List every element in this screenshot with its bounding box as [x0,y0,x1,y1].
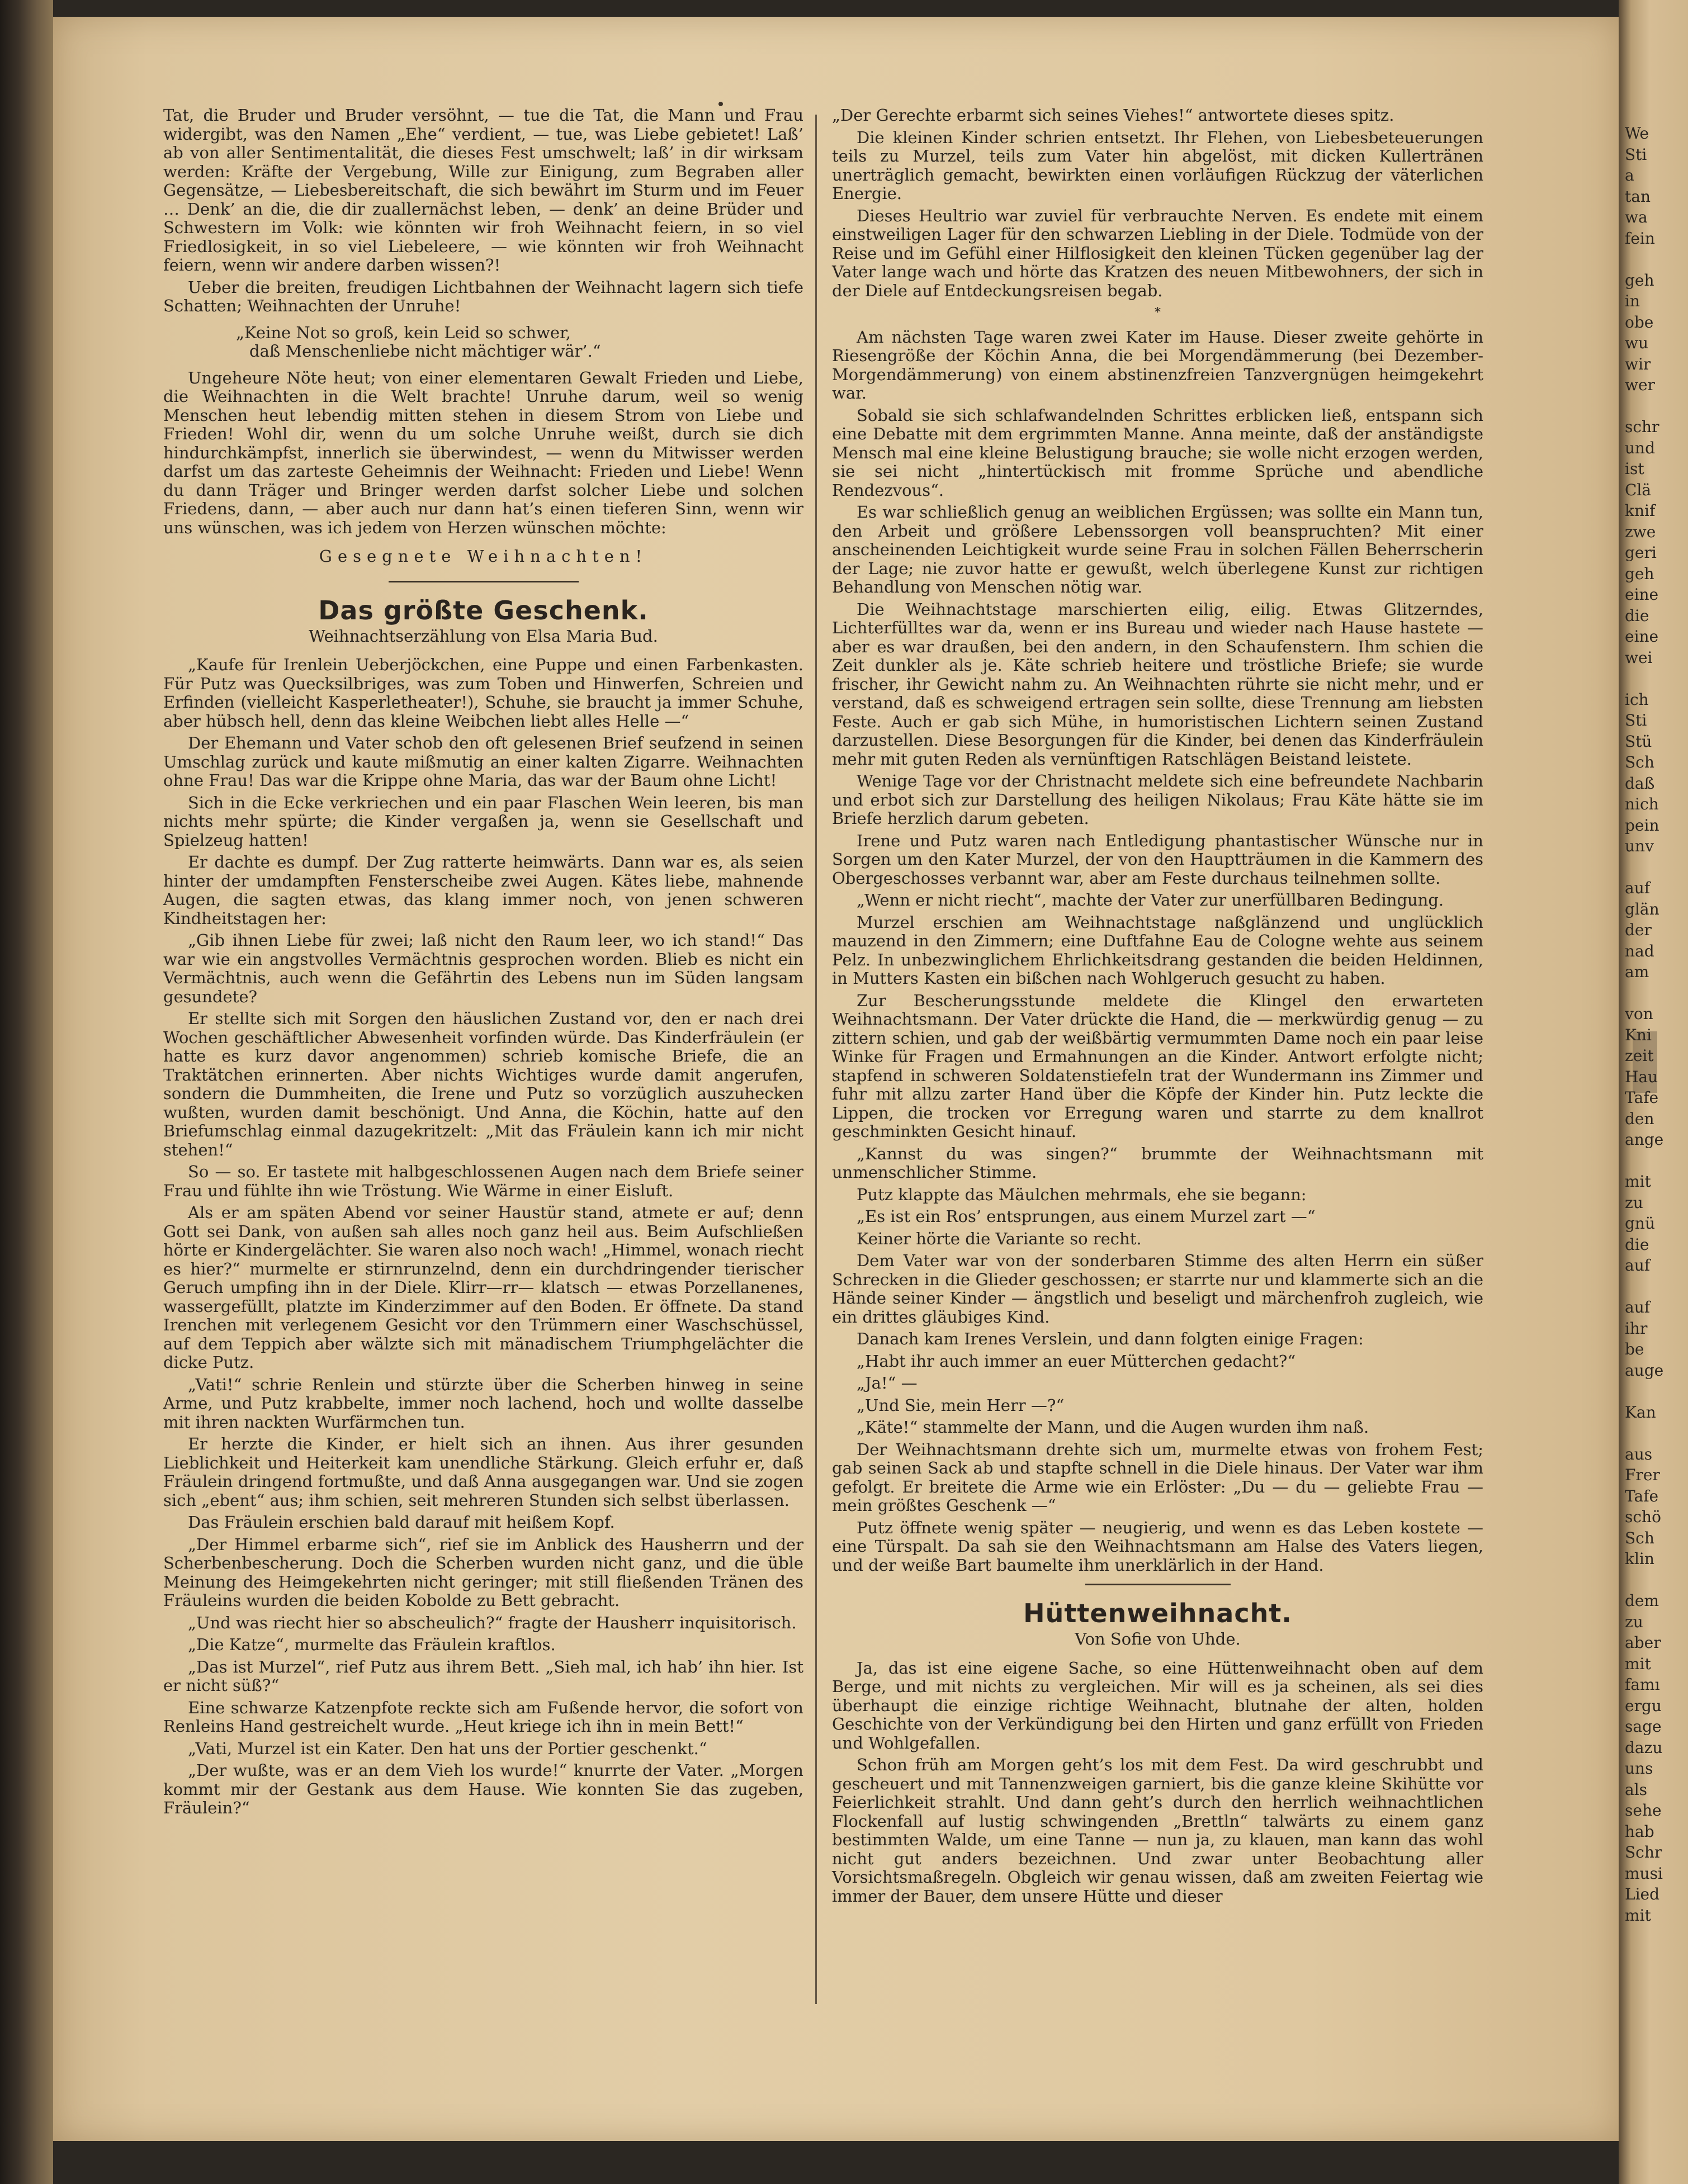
facing-page-fragment: Sch [1625,1528,1654,1547]
story-paragraph: Als er am späten Abend vor seiner Haustür stand, atmete er auf; denn Gott sei Dank, von außen sah alles noch ganz heil aus. Beim Aufschließen hörte er Kindergelächter. Sie waren also noch wach! „Himmel, wonach riecht es hier?“ murmelte er stirnrunzelnd, denn ein durchdringender tierischer Geruch umpfing ihn in der Diele. Klirr—rr— klatsch — etwas Porzellanenes, wassergefüllt, platzte im Kinderzimmer auf den Boden. Er öffnete. Da stand Irenchen mit verlegenem Gesicht vor den Trümmern einer Waschschüssel, auf dem Teppich aber wälzte sich mit mänadischem Triumphgelächter die dicke Putz. [163,1203,803,1372]
story-paragraph: Der Ehemann und Vater schob den oft gelesenen Brief seufzend in seinen Umschlag zurück und kaute mißmutig an einer kalten Zigarre. Weihnachten ohne Frau! Das war die Krippe ohne Maria, das war der Baum ohne Licht! [163,733,803,790]
facing-page-fragment [1625,857,1688,878]
story-paragraph: Putz klappte das Mäulchen mehrmals, ehe sie begann: [857,1185,1307,1204]
story-paragraph: „Der Gerechte erbarmt sich seines Viehes!“ antwortete dieses spitz. [832,106,1394,125]
verse-quote [236,324,803,361]
facing-page-text [1625,123,1688,1926]
story-paragraph: Die Weihnachtstage marschierten eilig, eilig. Etwas Glitzerndes, Lichterfülltes war da, wenn er ins Bureau und wieder nach Hause hastete — aber es war draußen, bei den andern, in den Schaufenstern. Ihm schien die Zeit dunkler als je. Käte schrieb heitere und tröstliche Briefe; sie wurde frischer, ihr Gewicht nahm zu. An Weihnachten rührte sie nicht mehr, und er verstand, daß es schweigend ertragen sein sollte, diese Trennung am liebsten Feste. Auch er gab sich Mühe, in humoristischen Lichtern seinen Zustand darzustellen. Diese Besorgungen für die Kinder, bei denen das Kinderfräulein mehr mit guten Reden als vernünftigen Ratschlägen Beistand leistete. [832,599,1483,769]
facing-page-fragment: glän [1625,899,1659,918]
facing-page-fragment: Tafe [1625,1486,1659,1505]
story-paragraph: Danach kam Irenes Verslein, und dann folgten einige Fragen: [857,1329,1364,1348]
facing-page-fragment [1625,249,1688,270]
verse-line: daß Menschenliebe nicht mächtiger wär’.“ [249,342,601,361]
facing-page-fragment: geri [1625,543,1657,562]
facing-page-fragment: dem [1625,1591,1659,1610]
story-title: Das größte Geschenk. [318,595,649,626]
intro-paragraph: Tat, die Bruder und Bruder versöhnt, — tue die Tat, die Mann und Frau widergibt, was den Namen „Ehe“ verdient, — tue, was Liebe gebietet! Laß’ ab von aller Sentimentalität, die dieses Fest umschwelt; laß’ in dir wirksam werden: Kräfte der Vergebung, Wille zur Einigung, zum Begraben aller Gegensätze, — Liebesbereitschaft, die sich bewährt im Sturm und im Feuer … Denk’ an die, die dir zuallernächst leben, — denk’ an deine Brüder und Schwestern im Volk: wie könnten wir froh Weihnacht feiern, in so viel Friedlosigkeit, in so viel Liebeleere, — wie könnten wir froh Weihnacht feiern, wenn wir andere darben wissen?! [163,106,803,274]
facing-page-fragment: zu [1625,1193,1643,1212]
facing-page-fragment: hab [1625,1822,1654,1841]
story-paragraph: Dem Vater war von der sonderbaren Stimme des alten Herrn ein süßer Schrecken in die Glieder geschossen; er starrte nur und klammerte sich an die Hände seiner Kinder — ängstlich und beseligt und märchenfroh zugleich, wie ein drittes gläubiges Kind. [832,1251,1483,1326]
facing-page-fragment: die [1625,606,1649,625]
facing-page-fragment: Schr [1625,1843,1662,1861]
facing-page-fragment: ange [1625,1130,1664,1149]
facing-page-fragment: ergu [1625,1696,1662,1715]
closing-paragraph: Ungeheure Nöte heut; von einer elementaren Gewalt Frieden und Liebe, die Weihnachten in die Welt brachte! Unruhe darum, weil so wenig Menschen heut lebendig mitten stehen in diesem Strom von Liebe und Frieden! Wohl dir, wenn du um solche Unruhe weißt, durch sie dich hindurchkämpfst, innerlich sie überwindest, — wenn du Mitwisser werden darfst um das zarteste Geheimnis der Weihnacht: Frieden und Liebe! Wenn du dann Träger und Bringer werden darfst solcher Liebe und solchen Friedens, dann, — aber auch nur dann hat’s einen tieferen Sinn, wenn wir uns wünschen, was ich jedem von Herzen wünschen möchte: [163,368,803,537]
facing-page-fragment: dazu [1625,1738,1663,1757]
second-story-byline: Von Sofie von Uhde. [1075,1629,1241,1648]
facing-page-fragment: eine [1625,627,1659,646]
facing-page-fragment [1625,1150,1688,1172]
facing-page-fragment: ist [1625,459,1644,478]
facing-page-fragment: Clä [1625,480,1652,499]
facing-page-fragment: obe [1625,312,1654,331]
facing-page-fragment: nad [1625,941,1654,960]
story-paragraph: „Und was riecht hier so abscheulich?“ fragte der Hausherr inquisitorisch. [188,1613,797,1632]
story-paragraph: Der Weihnachtsmann drehte sich um, murmelte etwas von frohem Fest; gab seinen Sack ab und stapfte schnell in die Diele hinaus. Der Vater war ihm gefolgt. Er breitete die Arme wie ein Erlöster: „Du — du — geliebte Frau — mein größtes Geschenk —“ [832,1439,1483,1515]
facing-page-fragment: Stü [1625,732,1652,751]
story-paragraph: „Der wußte, was er an dem Vieh los wurde!“ knurrte der Vater. „Morgen kommt mir der Gestank aus dem Hause. Wie konnten Sie das zugeben, Fräulein?“ [163,1761,803,1817]
facing-page-fragment: aus [1625,1444,1653,1463]
facing-page-fragment: geh [1625,271,1654,290]
facing-page-fragment: auf [1625,1256,1651,1275]
facing-page-fragment: wir [1625,354,1651,373]
facing-page-fragment: ich [1625,690,1649,709]
story-paragraph: Er herzte die Kinder, er hielt sich an ihnen. Aus ihrer gesunden Lieblichkeit und Heiterkeit kam unendliche Stärkung. Gleich erfuhr er, daß Fräulein dringend fortmußte, und daß Anna ausgegangen war. Und sie zogen sich „ebent“ aus; ihm schien, seit mehreren Stunden sich selbst überlassen. [163,1434,803,1510]
facing-page-fragment: geh [1625,564,1654,583]
story-paragraph: „Der Himmel erbarme sich“, rief sie im Anblick des Hausherrn und der Scherbenbescherung. Doch die Scherben wurden nicht ganz, und die üble Meinung des Heimgekehrten nicht geringer; mit still fließenden Tränen des Fräuleins wurden die beiden Kobolde zu Bett gebracht. [163,1534,803,1610]
book-binding [0,0,53,2184]
facing-page-fragment: a [1625,166,1634,184]
facing-page-fragment: pein [1625,816,1659,835]
section-asterisk: * [1155,306,1161,320]
facing-page-fragment: knif [1625,501,1656,520]
facing-page-fragment: am [1625,963,1649,981]
story-paragraph: Schon früh am Morgen geht’s los mit dem Fest. Da wird geschrubbt und gescheuert und mit Tannenzweigen garniert, bis die ganze kleine Skihütte vor Feierlichkeit strahlt. Und dann geht’s durch den herrlich weihnachtlichen Flockenfall auf lustig schwingenden „Brettln“ talwärts zu einem ganz bestimmten Walde, um eine Tanne — nun ja, zu klauen, man kann das wohl nicht gut anders bezeichnen. Und zwar unter Beobachtung aller Vorsichtsmaßregeln. Obgleich wir genau wissen, daß am zweiten Feiertag wie immer der Bauer, dem unsere Hütte und dieser [832,1755,1483,1906]
story-byline: Weihnachtserzählung von Elsa Maria Bud. [309,626,658,646]
story-paragraph: Er stellte sich mit Sorgen den häuslichen Zustand vor, den er nach drei Wochen geschäftlicher Abwesenheit vorfinden würde. Das Kinderfräulein (er hatte es kurz davor angenommen) schrieb komische Briefe, die an Traktätchen erinnerten. Aber nichts Wichtiges wurde damit angerufen, sondern die Dummheiten, die Irene und Putz so vorzüglich auszuhecken wußten, wurden damit beschönigt. Und Anna, die Köchin, hatte auf den Briefumschlag einmal dazugekritzelt: „Mit das Fräulein kann ich mir nicht stehen!“ [163,1009,803,1159]
intro-paragraph: Ueber die breiten, freudigen Lichtbahnen der Weihnacht lagern sich tiefe Schatten; Weihnachten der Unruhe! [163,277,803,315]
story-paragraph: „Käte!“ stammelte der Mann, und die Augen wurden ihm naß. [857,1418,1369,1437]
story-paragraph: Zur Bescherungsstunde meldete die Klingel den erwarteten Weihnachtsmann. Der Vater drückte die Hand, die — merkwürdig genug — zu zittern schien, und gab der weißbärtig vermummten Dame noch ein paar leise Winke für Fragen und Ermahnungen an die Kinder. Antwort erfolgte nicht; stapfend in schweren Soldatenstiefeln trat der Wundermann ins Zimmer und fuhr mit allzu zarter Hand über die Köpfe der Kinder hin. Putz leckte die Lippen, die trocken vor Erregung waren und starrte zu dem knallrot geschminkten Gesicht hinauf. [832,991,1483,1141]
facing-page-fragment: gnü [1625,1214,1655,1233]
story-paragraph: „Vati!“ schrie Renlein und stürzte über die Scherben hinweg in seine Arme, und Putz krabbelte, immer noch lachend, hoch und wollte dasselbe mit ihren nackten Wurfärmchen tun. [163,1375,803,1432]
story-paragraph: „Wenn er nicht riecht“, machte der Vater zur unerfüllbaren Bedingung. [857,890,1444,909]
facing-page-fragment: wa [1625,208,1648,226]
facing-page-fragment: schr [1625,418,1659,436]
facing-page-fragment [1625,1276,1688,1297]
story-paragraph: Murzel erschien am Weihnachtstage naßglänzend und unglücklich mauzend in den Zimmern; eine Duftfahne Eau de Cologne wehte aus seinem Pelz. In unbezwinglichem Ehrlichkeitsdrang gestanden die beiden Heldinnen, in Mutters Kasten ein bißchen nach Wohlgeruch gesucht zu haben. [832,912,1483,988]
story-paragraph: „Kaufe für Irenlein Ueberjöckchen, eine Puppe und einen Farbenkasten. Für Putz was Quecksilbriges, was zum Toben und Hinwerfen, Schreien und Erfinden (vielleicht Kasperletheater!), Schuhe, sie braucht ja immer Schuhe, aber hübsch hell, denn das kleine Weibchen liebt alles Helle —“ [163,655,803,731]
section-rule [1085,1584,1231,1585]
facing-page-fragment: schö [1625,1508,1661,1526]
facing-page-fragment: Sti [1625,145,1647,164]
column-divider [815,115,817,2004]
facing-page-fragment: der [1625,921,1652,939]
facing-page-fragment: unv [1625,837,1654,855]
story-paragraph: Wenige Tage vor der Christnacht meldete sich eine befreundete Nachbarin und erbot sich zur Darstellung des heiligen Nikolaus; Frau Käte hätte sie im Briefe herzlich darum gebeten. [832,771,1483,828]
story-paragraph: Putz öffnete wenig später — neugierig, und wenn es das Leben kostete — eine Türspalt. Da sah sie den Weihnachtsmann am Halse des Vaters liegen, und der weiße Bart baumelte ihm unerklärlich in der Hand. [832,1518,1483,1575]
facing-page-fragment: zeit [1625,1046,1654,1065]
facing-page-fragment: Kan [1625,1403,1656,1422]
facing-page-fragment: wer [1625,376,1655,394]
left-column [163,106,803,1821]
facing-page-fragment: eine [1625,585,1659,604]
facing-page-fragment: Lied [1625,1885,1660,1903]
story-paragraph: Die kleinen Kinder schrien entsetzt. Ihr Flehen, von Liebesbeteuerungen teils zu Murzel, teils zum Vater hin abgelöst, mit dicken Kullertränen unerträglich gemacht, bewirkten einen vorläufigen Rückzug der väterlichen Energie. [832,127,1483,203]
story-paragraph: Am nächsten Tage waren zwei Kater im Hause. Dieser zweite gehörte in Riesengröße der Köchin Anna, die bei Morgendämmerung (bei Dezember-Morgendämmerung) von einem abstinenzfreien Tanzvergnügen heimgekehrt war. [832,327,1483,402]
facing-page-fragment: be [1625,1340,1644,1358]
facing-page-fragment: Hau [1625,1067,1658,1086]
story-paragraph: So — so. Er tastete mit halbgeschlossenen Augen nach dem Briefe seiner Frau und fühlte ihn wie Tröstung. Wie Wärme in einer Eisluft. [163,1162,803,1200]
story-paragraph: Eine schwarze Katzenpfote reckte sich am Fußende hervor, die sofort von Renleins Hand gestreichelt wurde. „Heut kriege ich ihn in mein Bett!“ [163,1698,803,1736]
facing-page-fragment: musi [1625,1864,1663,1883]
facing-page-fragment: von [1625,1005,1653,1023]
facing-page-fragment: ihr [1625,1319,1648,1338]
story-paragraph: Sich in die Ecke verkriechen und ein paar Flaschen Wein leeren, bis man nichts mehr spürte; die Kinder vergaßen ja, wenn sie Gesellschaft und Spielzeug hatten! [163,793,803,850]
facing-page-fragment: in [1625,292,1640,310]
facing-page-fragment: Sti [1625,711,1647,729]
facing-page-fragment: wei [1625,648,1653,667]
facing-page-fragment [1625,1423,1688,1444]
facing-page-fragment: den [1625,1109,1654,1128]
facing-page-fragment: daß [1625,774,1655,793]
facing-page-fragment: und [1625,438,1655,457]
story-paragraph: „Gib ihnen Liebe für zwei; laß nicht den Raum leer, wo ich stand!“ Das war wie ein angstvolles Vermächtnis gesprochen worden. Blieb es nicht ein Vermächtnis, auch wenn die Gefährtin des Lebens nun im Süden langsam gesundete? [163,931,803,1006]
facing-page-fragment: nich [1625,795,1659,813]
facing-page-fragment: aber [1625,1633,1661,1652]
story-paragraph: „Kannst du was singen?“ brummte der Weihnachtsmann mit unmenschlicher Stimme. [832,1144,1483,1182]
story-paragraph: Keiner hörte die Variante so recht. [857,1229,1142,1248]
story-paragraph: „Habt ihr auch immer an euer Mütterchen gedacht?“ [857,1351,1296,1371]
facing-page-fragment: fein [1625,229,1655,248]
verse-line: „Keine Not so groß, kein Leid so schwer, [236,323,571,342]
facing-page-fragment [1625,983,1688,1004]
facing-page-fragment: als [1625,1780,1648,1799]
facing-page-fragment: sage [1625,1717,1662,1736]
story-paragraph: „Die Katze“, murmelte das Fräulein kraftlos. [188,1635,556,1654]
story-paragraph: „Und Sie, mein Herr —?“ [857,1395,1065,1415]
facing-page-fragment: auge [1625,1361,1664,1380]
facing-page-fragment: auf [1625,879,1651,897]
facing-page-fragment: We [1625,124,1649,143]
facing-page-fragment: Frer [1625,1466,1660,1484]
story-paragraph: Ja, das ist eine eigene Sache, so eine Hüttenweihnacht oben auf dem Berge, und mit nichts zu vergleichen. Mir will es ja scheinen, als sei dies überhaupt die einzige richtige Weihnacht, blutnahe der alten, holden Geschichte von der Verkündigung bei den Hirten und ganz erfüllt von Frieden und Wohlgefallen. [832,1658,1483,1752]
story-paragraph: „Ja!“ — [857,1373,918,1392]
facing-page-fragment: zwe [1625,522,1656,541]
story-paragraph: „Das ist Murzel“, rief Putz aus ihrem Bett. „Sieh mal, ich hab’ ihn hier. Ist er nicht süß?“ [163,1657,803,1695]
right-column [832,106,1483,1909]
facing-page-fragment: Kni [1625,1025,1652,1044]
second-story-title: Hüttenweihnacht. [1023,1598,1292,1628]
story-paragraph: Er dachte es dumpf. Der Zug ratterte heimwärts. Dann war es, als seien hinter der umdampften Fensterscheibe zwei Augen. Kätes liebe, mahnende Augen, die sagten etwas, das klang immer noch, von jenen schweren Kindheitstagen her: [163,852,803,928]
story-paragraph: Das Fräulein erschien bald darauf mit heißem Kopf. [188,1513,615,1532]
facing-page-fragment: mit [1625,1906,1651,1925]
facing-page-fragment [1625,396,1688,417]
story-paragraph: „Es ist ein Ros’ entsprungen, aus einem Murzel zart —“ [857,1207,1316,1226]
section-rule [389,581,579,582]
story-paragraph: Es war schließlich genug an weiblichen Ergüssen; was sollte ein Mann tun, den Arbeit und größere Lebenssorgen voll beanspruchten? Mit einer anscheinenden Leichtigkeit wurde seine Frau in solchen Fällen Beherrscherin der Lage; nie zuvor hatte er gewußt, welch überlegene Kunst zur richtigen Behandlung von Menschen nötig war. [832,503,1483,596]
facing-page-fragment: famı [1625,1675,1660,1694]
facing-page-fragment: auf [1625,1298,1651,1316]
facing-page-fragment: wu [1625,334,1648,352]
facing-page-fragment [1625,668,1688,689]
facing-page-fragment: zu [1625,1612,1643,1631]
story-paragraph: Dieses Heultrio war zuviel für verbrauchte Nerven. Es endete mit einem einstweiligen Lager für den schwarzen Liebling in der Diele. Todmüde von der Reise und im Gefühl einer Hilflosigkeit den kleinen Tücken gegenüber lag der Vater lange wach und hörte das Kratzen des neuen Mitbewohners, der sich in der Diele auf Entdeckungsreisen begab. [832,206,1483,300]
facing-page-fragment: mit [1625,1172,1651,1191]
facing-page-fragment: Tafe [1625,1088,1659,1107]
facing-page-fragment: Sch [1625,753,1654,771]
facing-page-fragment: klin [1625,1550,1654,1568]
facing-page-fragment [1625,1570,1688,1591]
facing-page-fragment [1625,1381,1688,1402]
facing-page-fragment: mit [1625,1654,1651,1673]
facing-page-fragment: uns [1625,1759,1653,1778]
facing-page-fragment: tan [1625,187,1651,206]
facing-page-fragment: die [1625,1235,1649,1254]
facing-page-fragment: sehe [1625,1801,1662,1820]
story-paragraph: „Vati, Murzel ist ein Kater. Den hat uns der Portier geschenkt.“ [188,1738,707,1758]
blessing-line: Gesegnete Weihnachten! [319,547,648,566]
story-paragraph: Sobald sie sich schlafwandelnden Schrittes erblicken ließ, entspann sich eine Debatte mit dem ergrimmten Manne. Anna meinte, daß der anständigste Mensch mal eine kleine Belustigung brauche; sie wolle nicht erzogen werden, sie sei nicht „hintertückisch mit fromme Sprüche und abendliche Rendezvous“. [832,405,1483,500]
story-paragraph: Irene und Putz waren nach Entledigung phantastischer Wünsche nur in Sorgen um den Kater Murzel, der von den Hauptträumen in die Kammern des Obergeschosses verbannt war, aber am Feste durchaus teilnehmen sollte. [832,831,1483,888]
